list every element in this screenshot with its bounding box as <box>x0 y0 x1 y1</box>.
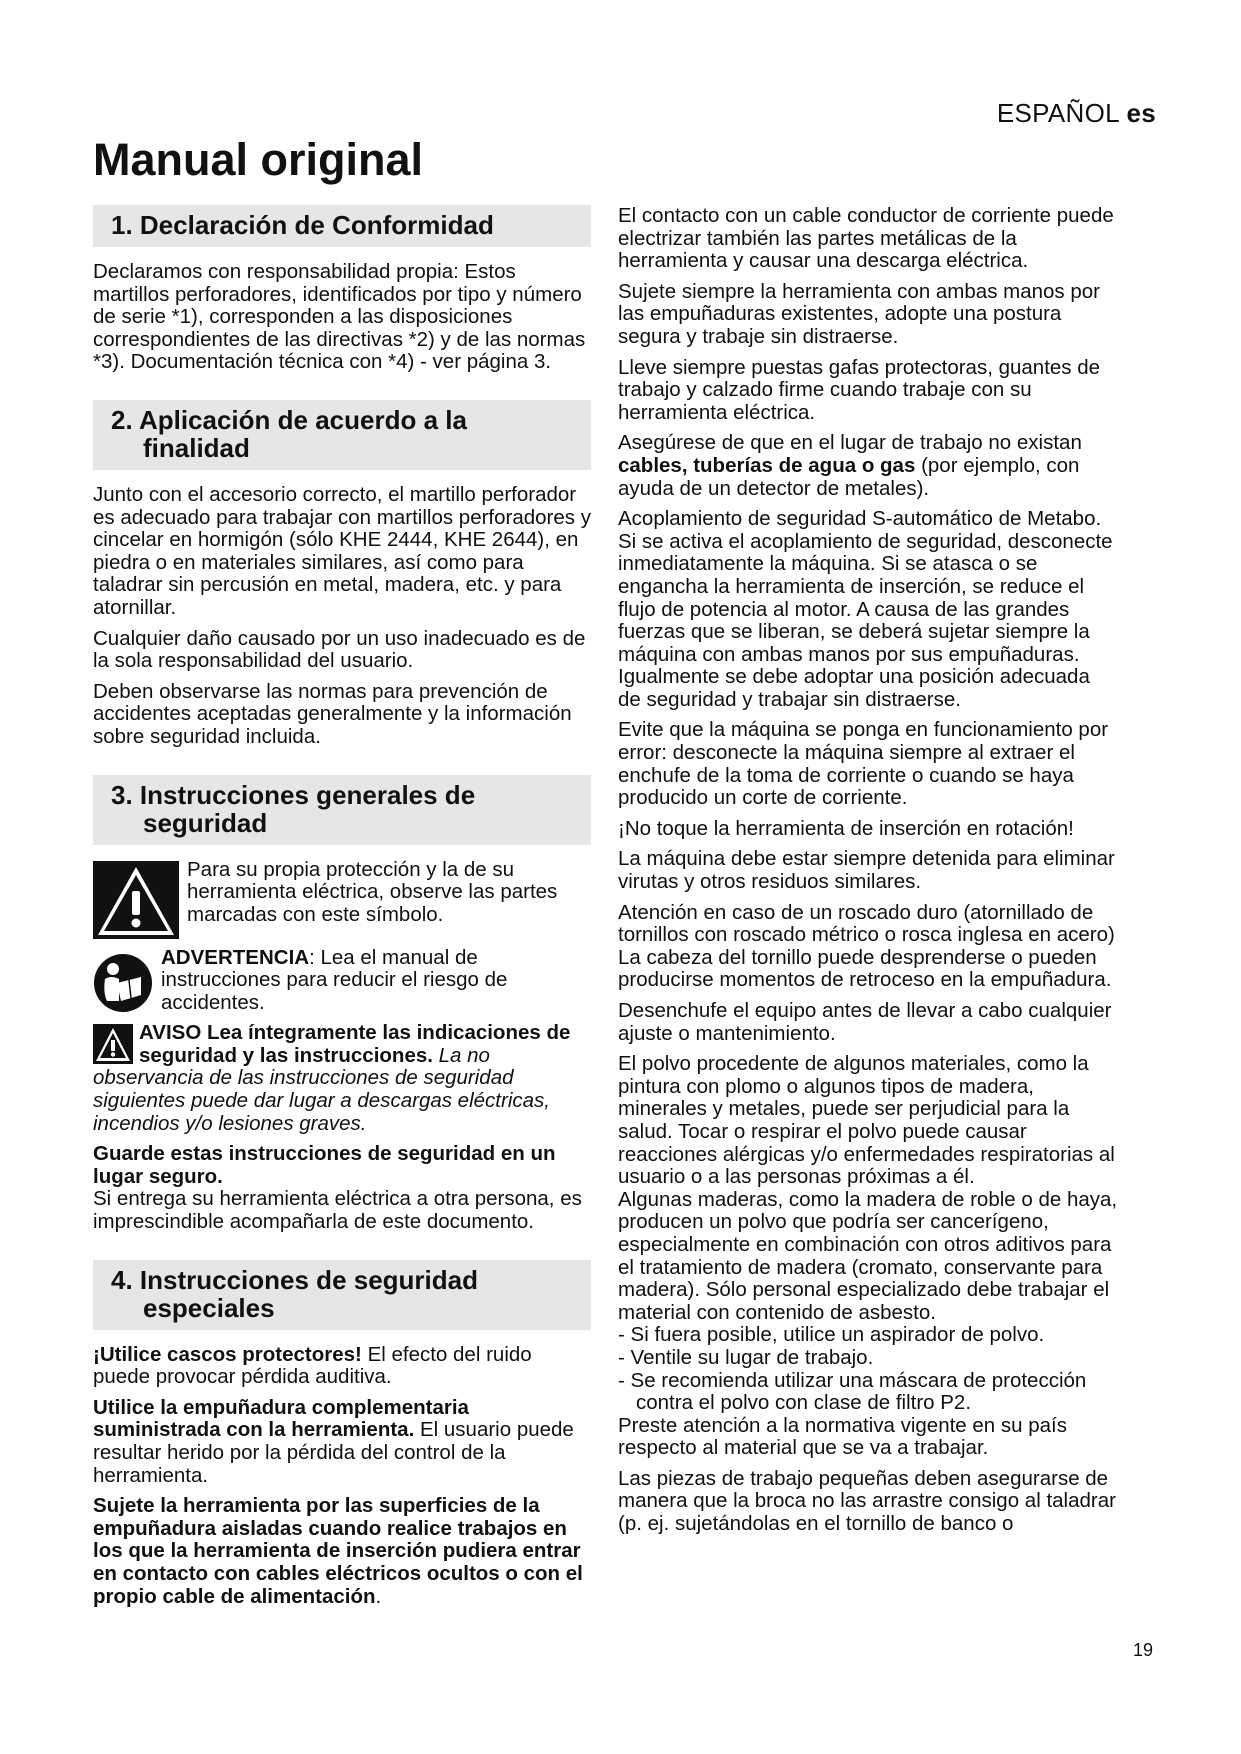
right-p10: Desenchufe el equipo antes de llevar a cabo cualquier ajuste o mantenimiento. <box>618 999 1112 1045</box>
language-label <box>997 98 1156 129</box>
right-p8: La máquina debe estar siempre detenida para eliminar virutas y otros residuos similares. <box>618 847 1115 894</box>
dust-measures-list <box>618 1324 1118 1414</box>
right-p5: Acoplamiento de seguridad S-automático de Metabo. Si se activa el acoplamiento de seguridad, desconecte inmediatamente la máquina. Si se atasca o se engancha la herramienta de inserción, se reduce el flujo de potencia al motor. A causa de las grandes fuerzas que se liberan, se deberá sujetar siempre la máquina con ambas manos por sus empuñaduras. Igualmente se debe adoptar una posición adecuada de seguridad y trabajar sin distraerse. <box>618 507 1113 711</box>
handle-note: Utilice la empuñadura complementaria suministrada con la herramienta. El usuario puede resultar herido por la pérdida del control de la herramienta. <box>93 1395 574 1487</box>
accident-prevention-text: Deben observarse las normas para prevención de accidentes aceptadas generalmente y la información sobre seguridad incluida. <box>93 679 572 748</box>
list-item: - Si fuera posible, utilice un aspirador de polvo. <box>618 1323 1045 1347</box>
right-p1: El contacto con un cable conductor de corriente puede electrizar también las partes metálicas de la herramienta y causar una descarga eléctrica. <box>618 204 1114 273</box>
keep-instructions: Guarde estas instrucciones de seguridad en un lugar seguro. Si entrega su herramienta eléctrica a otra persona, es imprescindible acompañarla de este documento. <box>93 1142 582 1234</box>
section-3-heading: 3. Instrucciones generales de seguridad <box>93 775 591 845</box>
symbol-note-text: Para su propia protección y la de su herramienta eléctrica, observe las partes marcadas con este símbolo. <box>187 857 558 926</box>
right-p12: Algunas maderas, como la madera de roble o de haya, producen un polvo que podría ser cancerígeno, especialmente en combinación con otros aditivos para el tratamiento de madera (cromato, conservante para madera). Sólo personal especializado debe trabajar el material con contenido de asbesto. <box>618 1187 1118 1324</box>
language-code: es <box>1126 98 1156 128</box>
right-p9: Atención en caso de un roscado duro (atornillado de tornillos con roscado métrico o rosca inglesa en acero) La cabeza del tornillo puede desprenderse o pueden producirse momentos de retroceso en la empuñadura. <box>618 900 1115 992</box>
right-p14: Las piezas de trabajo pequeñas deben asegurarse de manera que la broca no las arrastre consigo al taladrar (p. ej. sujetándolas en el tornillo de banco o <box>618 1466 1116 1536</box>
warning-text: : Lea el manual de instrucciones para reducir el riesgo de accidentes. <box>161 945 508 1014</box>
section-2-heading: 2. Aplicación de acuerdo a la finalidad <box>93 400 591 470</box>
read-manual-icon <box>93 953 153 1013</box>
section-1-heading: 1. Declaración de Conformidad <box>93 205 591 247</box>
symbol-note <box>93 859 591 939</box>
right-p6: Evite que la máquina se ponga en funcionamiento por error: desconecte la máquina siempre al extraer el enchufe de la toma de corriente o cuando se haya producido un corte de corriente. <box>618 718 1109 810</box>
insulated-grip-note: Sujete la herramienta por las superficies de la empuñadura aisladas cuando realice trabajos en los que la herramienta de inserción pudiera entrar en contacto con cables eléctricos ocultos o con el propio cable de alimentación. <box>93 1494 583 1608</box>
read-manual-note <box>93 947 591 1015</box>
right-p13: Preste atención a la normativa vigente en su país respecto al material que se va a trabajar. <box>618 1413 1067 1460</box>
page-title: Manual original <box>93 134 424 185</box>
aviso-bold: AVISO Lea íntegramente las indicaciones de seguridad y las instrucciones. <box>139 1021 571 1067</box>
section-4-heading: 4. Instrucciones de seguridad especiales <box>93 1260 591 1330</box>
right-p11: El polvo procedente de algunos materiales, como la pintura con plomo o algunos tipos de madera, minerales y metales, puede ser perjudicial para la salud. Tocar o respirar el polvo puede causar reacciones alérgicas y/o enfermedades respiratorias al usuario o a las personas próximas a él. <box>618 1052 1115 1189</box>
aviso-italic: La no observancia de las instrucciones de seguridad siguientes puede dar lugar a descargas eléctricas, incendios y/o lesiones graves. <box>93 1043 550 1135</box>
aviso-paragraph <box>93 1022 591 1135</box>
declaration-text: Declaramos con responsabilidad propia: Estos martillos perforadores, identificados por tipo y número de serie *1), corresponden a las disposiciones correspondientes de las directivas *2) y de las normas *3). Documentación técnica con *4) - ver página 3. <box>93 260 586 374</box>
right-p3: Lleve siempre puestas gafas protectoras, guantes de trabajo y calzado firme cuando trabaje con su herramienta eléctrica. <box>618 355 1101 424</box>
right-p7: ¡No toque la herramienta de inserción en rotación! <box>618 816 1074 840</box>
list-item: - Se recomienda utilizar una máscara de protección contra el polvo con clase de filtro P2. <box>618 1368 1087 1415</box>
right-p4: Asegúrese de que en el lugar de trabajo no existan cables, tuberías de agua o gas (por ejemplo, con ayuda de un detector de metales). <box>618 431 1082 500</box>
list-item: - Ventile su lugar de trabajo. <box>618 1345 874 1369</box>
right-column <box>618 205 1118 1544</box>
page-number: 19 <box>1132 1640 1153 1660</box>
intended-use-text: Junto con el accesorio correcto, el martillo perforador es adecuado para trabajar con martillos perforadores y cincelar en hormigón (sólo KHE 2444, KHE 2644), en piedra o en materiales similares, así como para taladrar sin percusión en metal, madera, etc. y para atornillar. <box>93 482 591 619</box>
language-name: ESPAÑOL <box>996 98 1119 128</box>
warning-label: ADVERTENCIA <box>161 945 310 969</box>
warning-small-icon <box>93 1024 133 1064</box>
right-p2: Sujete siempre la herramienta con ambas manos por las empuñaduras existentes, adopte una postura segura y trabaje sin distraerse. <box>618 279 1100 348</box>
helmet-note: ¡Utilice cascos protectores! El efecto del ruido puede provocar pérdida auditiva. <box>93 1342 532 1389</box>
warning-triangle-icon <box>93 861 179 939</box>
left-column <box>93 205 591 1616</box>
liability-text: Cualquier daño causado por un uso inadecuado es de la sola responsabilidad del usuario. <box>93 626 586 673</box>
